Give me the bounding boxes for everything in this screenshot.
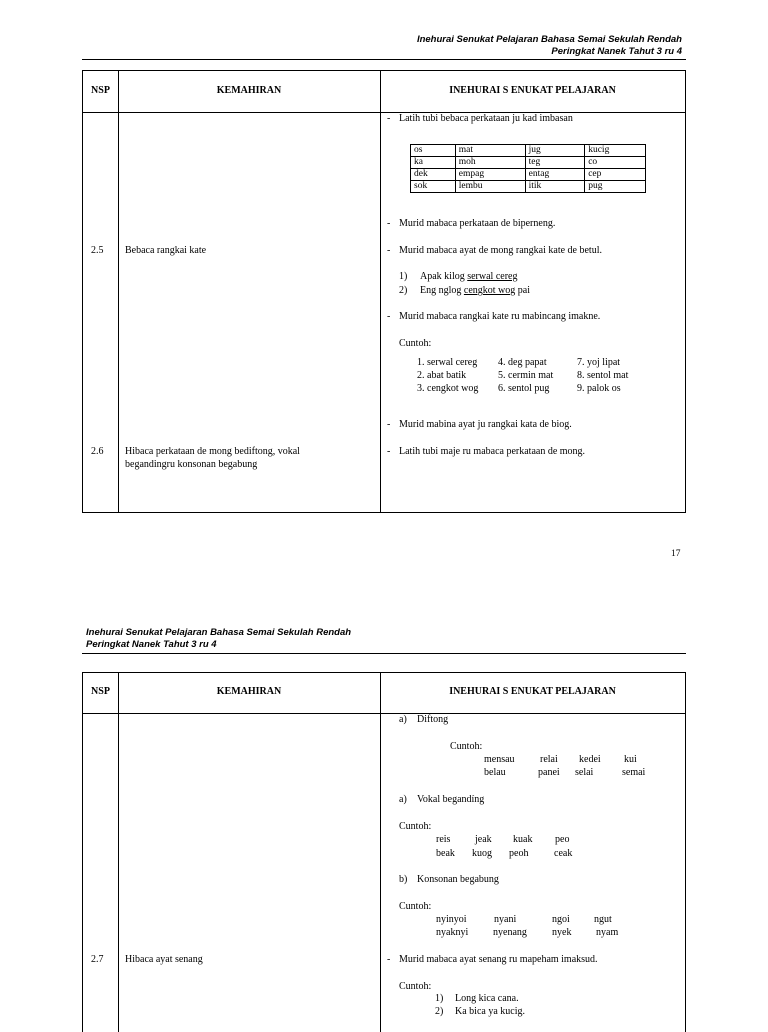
header-subtitle: Peringkat Nanek Tahut 3 ru 4 — [551, 46, 682, 57]
item-label: b) — [399, 874, 408, 885]
word-grid-cell: dek — [411, 169, 456, 181]
phrase-example: 5. cermin mat — [498, 370, 554, 381]
col-header-nsp: NSP — [91, 686, 110, 697]
vokal-word: peo — [555, 834, 570, 845]
header-row-divider — [83, 713, 685, 714]
konsonan-word: nyek — [552, 927, 572, 938]
item-label: a) — [399, 794, 407, 805]
vokal-word: beak — [436, 848, 455, 859]
item-heading: Diftong — [417, 714, 449, 725]
item-label: a) — [399, 714, 407, 725]
konsonan-word: nyani — [494, 914, 517, 925]
phrase-example: 1. serwal cereg — [417, 357, 478, 368]
phrase-example: 3. cengkot wog — [417, 383, 479, 394]
konsonan-word: ngut — [594, 914, 612, 925]
header-subtitle: Peringkat Nanek Tahut 3 ru 4 — [86, 639, 217, 650]
example-number: 1) — [399, 271, 408, 282]
word-grid-cell: os — [411, 145, 456, 157]
vokal-word: kuog — [472, 848, 492, 859]
col-header-kemahiran: KEMAHIRAN — [216, 686, 282, 697]
header-rule — [82, 59, 686, 60]
cuntoh-label: Cuntoh: — [399, 981, 432, 992]
konsonan-word: nyaknyi — [436, 927, 469, 938]
word-grid-cell: empag — [455, 169, 525, 181]
konsonan-word: ngoi — [552, 914, 570, 925]
phrase-example: 4. deg papat — [498, 357, 547, 368]
word-grid-cell: lembu — [455, 181, 525, 193]
word-grid-cell: kucig — [585, 145, 646, 157]
bullet-dash: - — [387, 311, 391, 322]
activity-text: Latih tubi bebaca perkataan ju kad imbasan — [399, 113, 573, 124]
col-header-inehurai: INEHURAI S ENUKAT PELAJARAN — [449, 686, 616, 697]
cuntoh-label: Cuntoh: — [450, 741, 483, 752]
vokal-word: reis — [436, 834, 451, 845]
page1-running-header — [0, 34, 682, 58]
syllabus-table-page2 — [82, 672, 686, 1032]
bullet-dash: - — [387, 113, 391, 124]
bullet-dash: - — [387, 245, 391, 256]
item-heading: Vokal begandíng — [417, 794, 485, 805]
diftong-word: kedei — [579, 754, 601, 765]
col-header-kemahiran: KEMAHIRAN — [216, 85, 282, 96]
word-grid-cell: mat — [455, 145, 525, 157]
cuntoh-label: Cuntoh: — [399, 901, 432, 912]
example-sentence: Ka bica ya kucig. — [455, 1006, 525, 1017]
column-divider — [380, 71, 381, 512]
column-divider — [380, 673, 381, 1032]
nsp-code: 2.5 — [91, 245, 104, 256]
page-number: 17 — [671, 549, 681, 559]
diftong-word: mensau — [484, 754, 515, 765]
activity-text: Murid mabina ayat ju rangkai kata de biog. — [399, 419, 572, 430]
flashcard-word-grid — [410, 144, 646, 193]
header-row-divider — [83, 112, 685, 113]
bullet-dash: - — [387, 954, 391, 965]
word-grid-row — [411, 169, 646, 181]
header-rule — [82, 653, 686, 654]
konsonan-word: nyinyoi — [436, 914, 467, 925]
word-grid-cell: entag — [525, 169, 585, 181]
phrase-example: 9. palok os — [577, 383, 621, 394]
vokal-word: jeak — [475, 834, 492, 845]
cuntoh-label: Cuntoh: — [399, 338, 432, 349]
konsonan-word: nyenang — [493, 927, 527, 938]
word-grid-cell: co — [585, 157, 646, 169]
word-grid-cell: moh — [455, 157, 525, 169]
activity-text: Murid mabaca rangkai kate ru mabincang imakne. — [399, 311, 601, 322]
activity-text: Murid mabaca ayat de mong rangkai kate de betul. — [399, 245, 602, 256]
phrase-example: 6. sentol pug — [498, 383, 550, 394]
bullet-dash: - — [387, 218, 391, 229]
word-grid-row — [411, 181, 646, 193]
diftong-word: semai — [622, 767, 646, 778]
diftong-word: panei — [538, 767, 560, 778]
example-number: 1) — [435, 993, 444, 1004]
activity-text: Murid mabaca ayat senang ru mapeham imaksud. — [399, 954, 598, 965]
skill-text: begandingru konsonan begabung — [125, 459, 258, 470]
phrase-example: 7. yoj lipat — [577, 357, 621, 368]
nsp-code: 2.7 — [91, 954, 104, 965]
syllabus-table-page1 — [82, 70, 686, 513]
example-number: 2) — [435, 1006, 444, 1017]
word-grid-cell: ka — [411, 157, 456, 169]
diftong-word: selai — [575, 767, 594, 778]
activity-text: Murid mabaca perkataan de biperneng. — [399, 218, 556, 229]
skill-text: Hibaca ayat senang — [125, 954, 203, 965]
word-grid-cell: teg — [525, 157, 585, 169]
konsonan-word: nyam — [596, 927, 619, 938]
skill-text: Hibaca perkataan de mong bediftong, vokal — [125, 446, 300, 457]
skill-text: Bebaca rangkai kate — [125, 245, 207, 256]
example-number: 2) — [399, 285, 408, 296]
phrase-example: 2. abat batik — [417, 370, 467, 381]
item-heading: Konsonan begabung — [417, 874, 499, 885]
diftong-word: relai — [540, 754, 558, 765]
diftong-word: kui — [624, 754, 637, 765]
example-sentence: Apak kilog serwal cereg — [420, 271, 518, 282]
vokal-word: peoh — [509, 848, 529, 859]
example-sentence: Eng nglog cengkot wog pai — [420, 285, 530, 296]
header-title: Inehurai Senukat Pelajaran Bahasa Semai Sekulah Rendah — [416, 34, 682, 45]
nsp-code: 2.6 — [91, 446, 104, 457]
bullet-dash: - — [387, 419, 391, 430]
cuntoh-label: Cuntoh: — [399, 821, 432, 832]
col-header-nsp: NSP — [91, 85, 110, 96]
page2-running-header — [86, 627, 351, 651]
word-grid-row — [411, 145, 646, 157]
word-grid-row — [411, 157, 646, 169]
word-grid-cell: jug — [525, 145, 585, 157]
word-grid-cell: pug — [585, 181, 646, 193]
bullet-dash: - — [387, 446, 391, 457]
example-sentence: Long kica cana. — [455, 993, 519, 1004]
col-header-inehurai: INEHURAI S ENUKAT PELAJARAN — [449, 85, 616, 96]
column-divider — [118, 673, 119, 1032]
vokal-word: ceak — [554, 848, 573, 859]
word-grid-cell: cep — [585, 169, 646, 181]
column-divider — [118, 71, 119, 512]
word-grid-cell: sok — [411, 181, 456, 193]
word-grid-cell: itik — [525, 181, 585, 193]
header-title: Inehurai Senukat Pelajaran Bahasa Semai Sekulah Rendah — [86, 627, 352, 638]
phrase-example: 8. sentol mat — [577, 370, 629, 381]
vokal-word: kuak — [513, 834, 533, 845]
diftong-word: belau — [484, 767, 506, 778]
activity-text: Latih tubi maje ru mabaca perkataan de mong. — [399, 446, 586, 457]
